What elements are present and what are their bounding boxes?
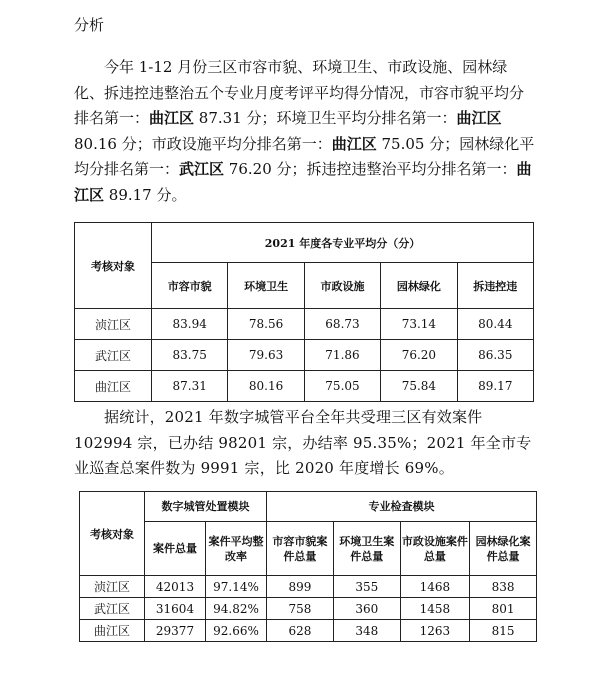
table-group-header: 2021 年度各专业平均分（分） bbox=[152, 223, 534, 263]
cell: 73.14 bbox=[381, 309, 457, 340]
cell: 86.35 bbox=[457, 340, 533, 371]
column-header: 园林绿化案件总量 bbox=[470, 522, 537, 576]
cell: 79.63 bbox=[228, 340, 304, 371]
rank-region: 曲江区 bbox=[331, 134, 377, 153]
cell: 899 bbox=[267, 576, 334, 598]
cell: 1468 bbox=[400, 576, 469, 598]
cell: 68.73 bbox=[304, 309, 380, 340]
analysis-paragraph bbox=[74, 55, 536, 208]
cell: 801 bbox=[470, 598, 537, 620]
row-name: 曲江区 bbox=[75, 371, 152, 402]
case-statistics-table bbox=[79, 491, 537, 642]
cell: 360 bbox=[333, 598, 400, 620]
rank-value: 87.31 分；环境卫生平均分排名第一： bbox=[194, 109, 457, 127]
rank-region: 曲江区 bbox=[74, 160, 532, 204]
statistics-text: 据统计，2021 年数字城管平台全年共受理三区有效案件 102994 宗，已办结 98201 宗，办结率 95.35%；2021 年全市专业巡查总案件数为 9991 宗，比 2020 年度增长 69%。 bbox=[74, 408, 532, 477]
column-header: 市政设施 bbox=[304, 263, 380, 309]
cell: 75.84 bbox=[381, 371, 457, 402]
column-header: 市容市貌 bbox=[152, 263, 228, 309]
cell: 1263 bbox=[400, 620, 469, 642]
cell: 83.94 bbox=[152, 309, 228, 340]
cell: 87.31 bbox=[152, 371, 228, 402]
rank-value: 76.20 分；拆违控违整治平均分排名第一： bbox=[224, 160, 517, 178]
column-header: 市容市貌案件总量 bbox=[267, 522, 334, 576]
cell: 92.66% bbox=[206, 620, 267, 642]
cell: 42013 bbox=[145, 576, 206, 598]
cell: 89.17 bbox=[457, 371, 533, 402]
row-name: 武江区 bbox=[80, 598, 145, 620]
rank-region: 武江区 bbox=[179, 160, 225, 178]
rank-value: 80.16 分；市政设施平均分排名第一： bbox=[74, 134, 332, 153]
cell: 71.86 bbox=[304, 340, 380, 371]
statistics-paragraph bbox=[74, 405, 536, 482]
row-name: 武江区 bbox=[75, 340, 152, 371]
table-group-header: 数字城管处置模块 bbox=[145, 492, 267, 522]
cell: 80.16 bbox=[228, 371, 304, 402]
column-header: 环境卫生 bbox=[228, 263, 304, 309]
table-object-header: 考核对象 bbox=[80, 492, 145, 576]
paragraph-intro: 今年 1-12 月份三区市容市貌、环境卫生、市政设施、园林绿化、拆违控违整治五个专业月度考评平均得分情况，市容市貌平均分排名第一： bbox=[74, 58, 525, 127]
section-heading: 分析 bbox=[74, 16, 105, 34]
column-header: 案件平均整改率 bbox=[206, 522, 267, 576]
rank-value: 89.17 分。 bbox=[104, 185, 187, 204]
cell: 80.44 bbox=[457, 309, 533, 340]
rank-value: 75.05 分；园林绿化平均分排名第一： bbox=[74, 134, 535, 178]
cell: 29377 bbox=[145, 620, 206, 642]
table-row bbox=[75, 309, 534, 340]
cell: 78.56 bbox=[228, 309, 304, 340]
cell: 1458 bbox=[400, 598, 469, 620]
table-object-header: 考核对象 bbox=[75, 223, 152, 309]
cell: 76.20 bbox=[381, 340, 457, 371]
cell: 97.14% bbox=[206, 576, 267, 598]
table-group-header: 专业检查模块 bbox=[267, 492, 537, 522]
cell: 838 bbox=[470, 576, 537, 598]
column-header: 拆违控违 bbox=[457, 263, 533, 309]
cell: 348 bbox=[333, 620, 400, 642]
rank-region: 曲江区 bbox=[149, 109, 195, 127]
table-row bbox=[80, 620, 537, 642]
table-row bbox=[80, 576, 537, 598]
cell: 94.82% bbox=[206, 598, 267, 620]
column-header: 环境卫生案件总量 bbox=[333, 522, 400, 576]
table-row bbox=[75, 371, 534, 402]
table-row bbox=[80, 598, 537, 620]
column-header: 市政设施案件总量 bbox=[400, 522, 469, 576]
cell: 815 bbox=[470, 620, 537, 642]
rank-region: 曲江区 bbox=[456, 109, 502, 127]
cell: 758 bbox=[267, 598, 334, 620]
cell: 628 bbox=[267, 620, 334, 642]
table-row bbox=[75, 340, 534, 371]
average-score-table bbox=[74, 222, 534, 402]
cell: 355 bbox=[333, 576, 400, 598]
cell: 83.75 bbox=[152, 340, 228, 371]
row-name: 曲江区 bbox=[80, 620, 145, 642]
row-name: 浈江区 bbox=[80, 576, 145, 598]
row-name: 浈江区 bbox=[75, 309, 152, 340]
cell: 31604 bbox=[145, 598, 206, 620]
column-header: 案件总量 bbox=[145, 522, 206, 576]
column-header: 园林绿化 bbox=[381, 263, 457, 309]
cell: 75.05 bbox=[304, 371, 380, 402]
